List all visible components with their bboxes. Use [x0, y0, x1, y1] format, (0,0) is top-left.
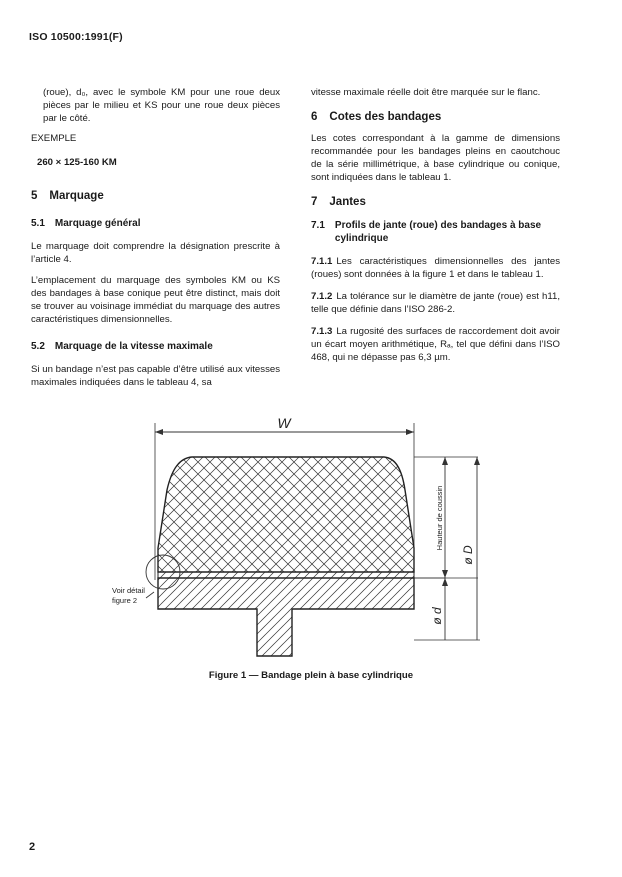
continued-paragraph: vitesse maximale réelle doit être marquée sur le flanc.	[311, 87, 541, 98]
section-5-2-paragraph: Si un bandage n’est pas capable d’être utilisé aux vitesses maximales indiquées dans le tableau 4, sa	[31, 364, 280, 388]
example-label: EXEMPLE	[31, 133, 77, 144]
cushion-height-label: Hauteur de coussin	[435, 485, 444, 551]
paragraph-7-1-2-text: La tolérance sur le diamètre de jante (roue) est h11, telle que définie dans l’ISO 286-2.	[311, 291, 560, 315]
section-6-number: 6	[311, 111, 318, 123]
page-number: 2	[29, 841, 36, 853]
section-7-1-number: 7.1	[311, 220, 325, 231]
section-6-paragraph: Les cotes correspondant à la gamme de dimensions recommandée pour les bandages pleins en caoutchouc de la série millimétrique, à base cylindrique ou conique, sont indiquées dans le tableau 1.	[311, 133, 560, 183]
outer-diameter-label: ø D	[461, 545, 475, 565]
detail-note-line-1: Voir détail	[112, 586, 145, 595]
paragraph-7-1-3-text: La rugosité des surfaces de raccordement doit avoir un écart moyen arithmétique, Rₐ, tel que défini dans l’ISO 468, qui ne dépasse pas 6,3 µm.	[311, 326, 560, 363]
section-5-1-number: 5.1	[31, 218, 45, 229]
paragraph-7-1-1-text: Les caractéristiques dimensionnelles des jantes (roues) sont données à la figure 1 et dans le tableau 1.	[311, 256, 560, 280]
section-7-1-title: Profils de jante (roue) des bandages à base cylindrique	[334, 220, 542, 244]
section-5-title: Marquage	[49, 190, 104, 202]
section-5-2-title: Marquage de la vitesse maximale	[54, 341, 213, 352]
section-5-1-title: Marquage général	[54, 218, 141, 229]
tyre-body	[158, 457, 414, 572]
section-6-title: Cotes des bandages	[329, 111, 442, 123]
example-value: 260 × 125-160 KM	[37, 157, 117, 168]
section-5-2-number: 5.2	[31, 341, 45, 352]
paragraph-7-1-3-number: 7.1.3	[311, 326, 333, 337]
section-5-1-paragraph-2: L’emplacement du marquage des symboles KM ou KS des bandages à base conique peut être distinct, mais doit se trouver au voisinage immédiat du marquage des autres caractéristiques dimensionnelles.	[31, 275, 280, 325]
section-7-number: 7	[311, 196, 318, 208]
section-5-1-paragraph-1: Le marquage doit comprendre la désignation prescrite à l’article 4.	[31, 241, 280, 265]
detail-note-line-2: figure 2	[112, 596, 138, 605]
section-5-number: 5	[31, 190, 38, 202]
figure-caption: Figure 1 — Bandage plein à base cylindrique	[208, 670, 414, 681]
rim-section	[158, 578, 414, 656]
width-label: W	[277, 415, 291, 431]
rim-diameter-label: ø d	[430, 607, 444, 625]
document-header: ISO 10500:1991(F)	[29, 31, 123, 43]
tyre-base-band	[158, 572, 414, 578]
section-7-title: Jantes	[329, 196, 366, 208]
paragraph-7-1-1-number: 7.1.1	[311, 256, 333, 267]
paragraph-7-1-2-number: 7.1.2	[311, 291, 333, 302]
intro-paragraph: (roue), d₀, avec le symbole KM pour une roue deux pièces par le milieu et KS pour une roue deux pièces par le côté.	[43, 87, 280, 124]
